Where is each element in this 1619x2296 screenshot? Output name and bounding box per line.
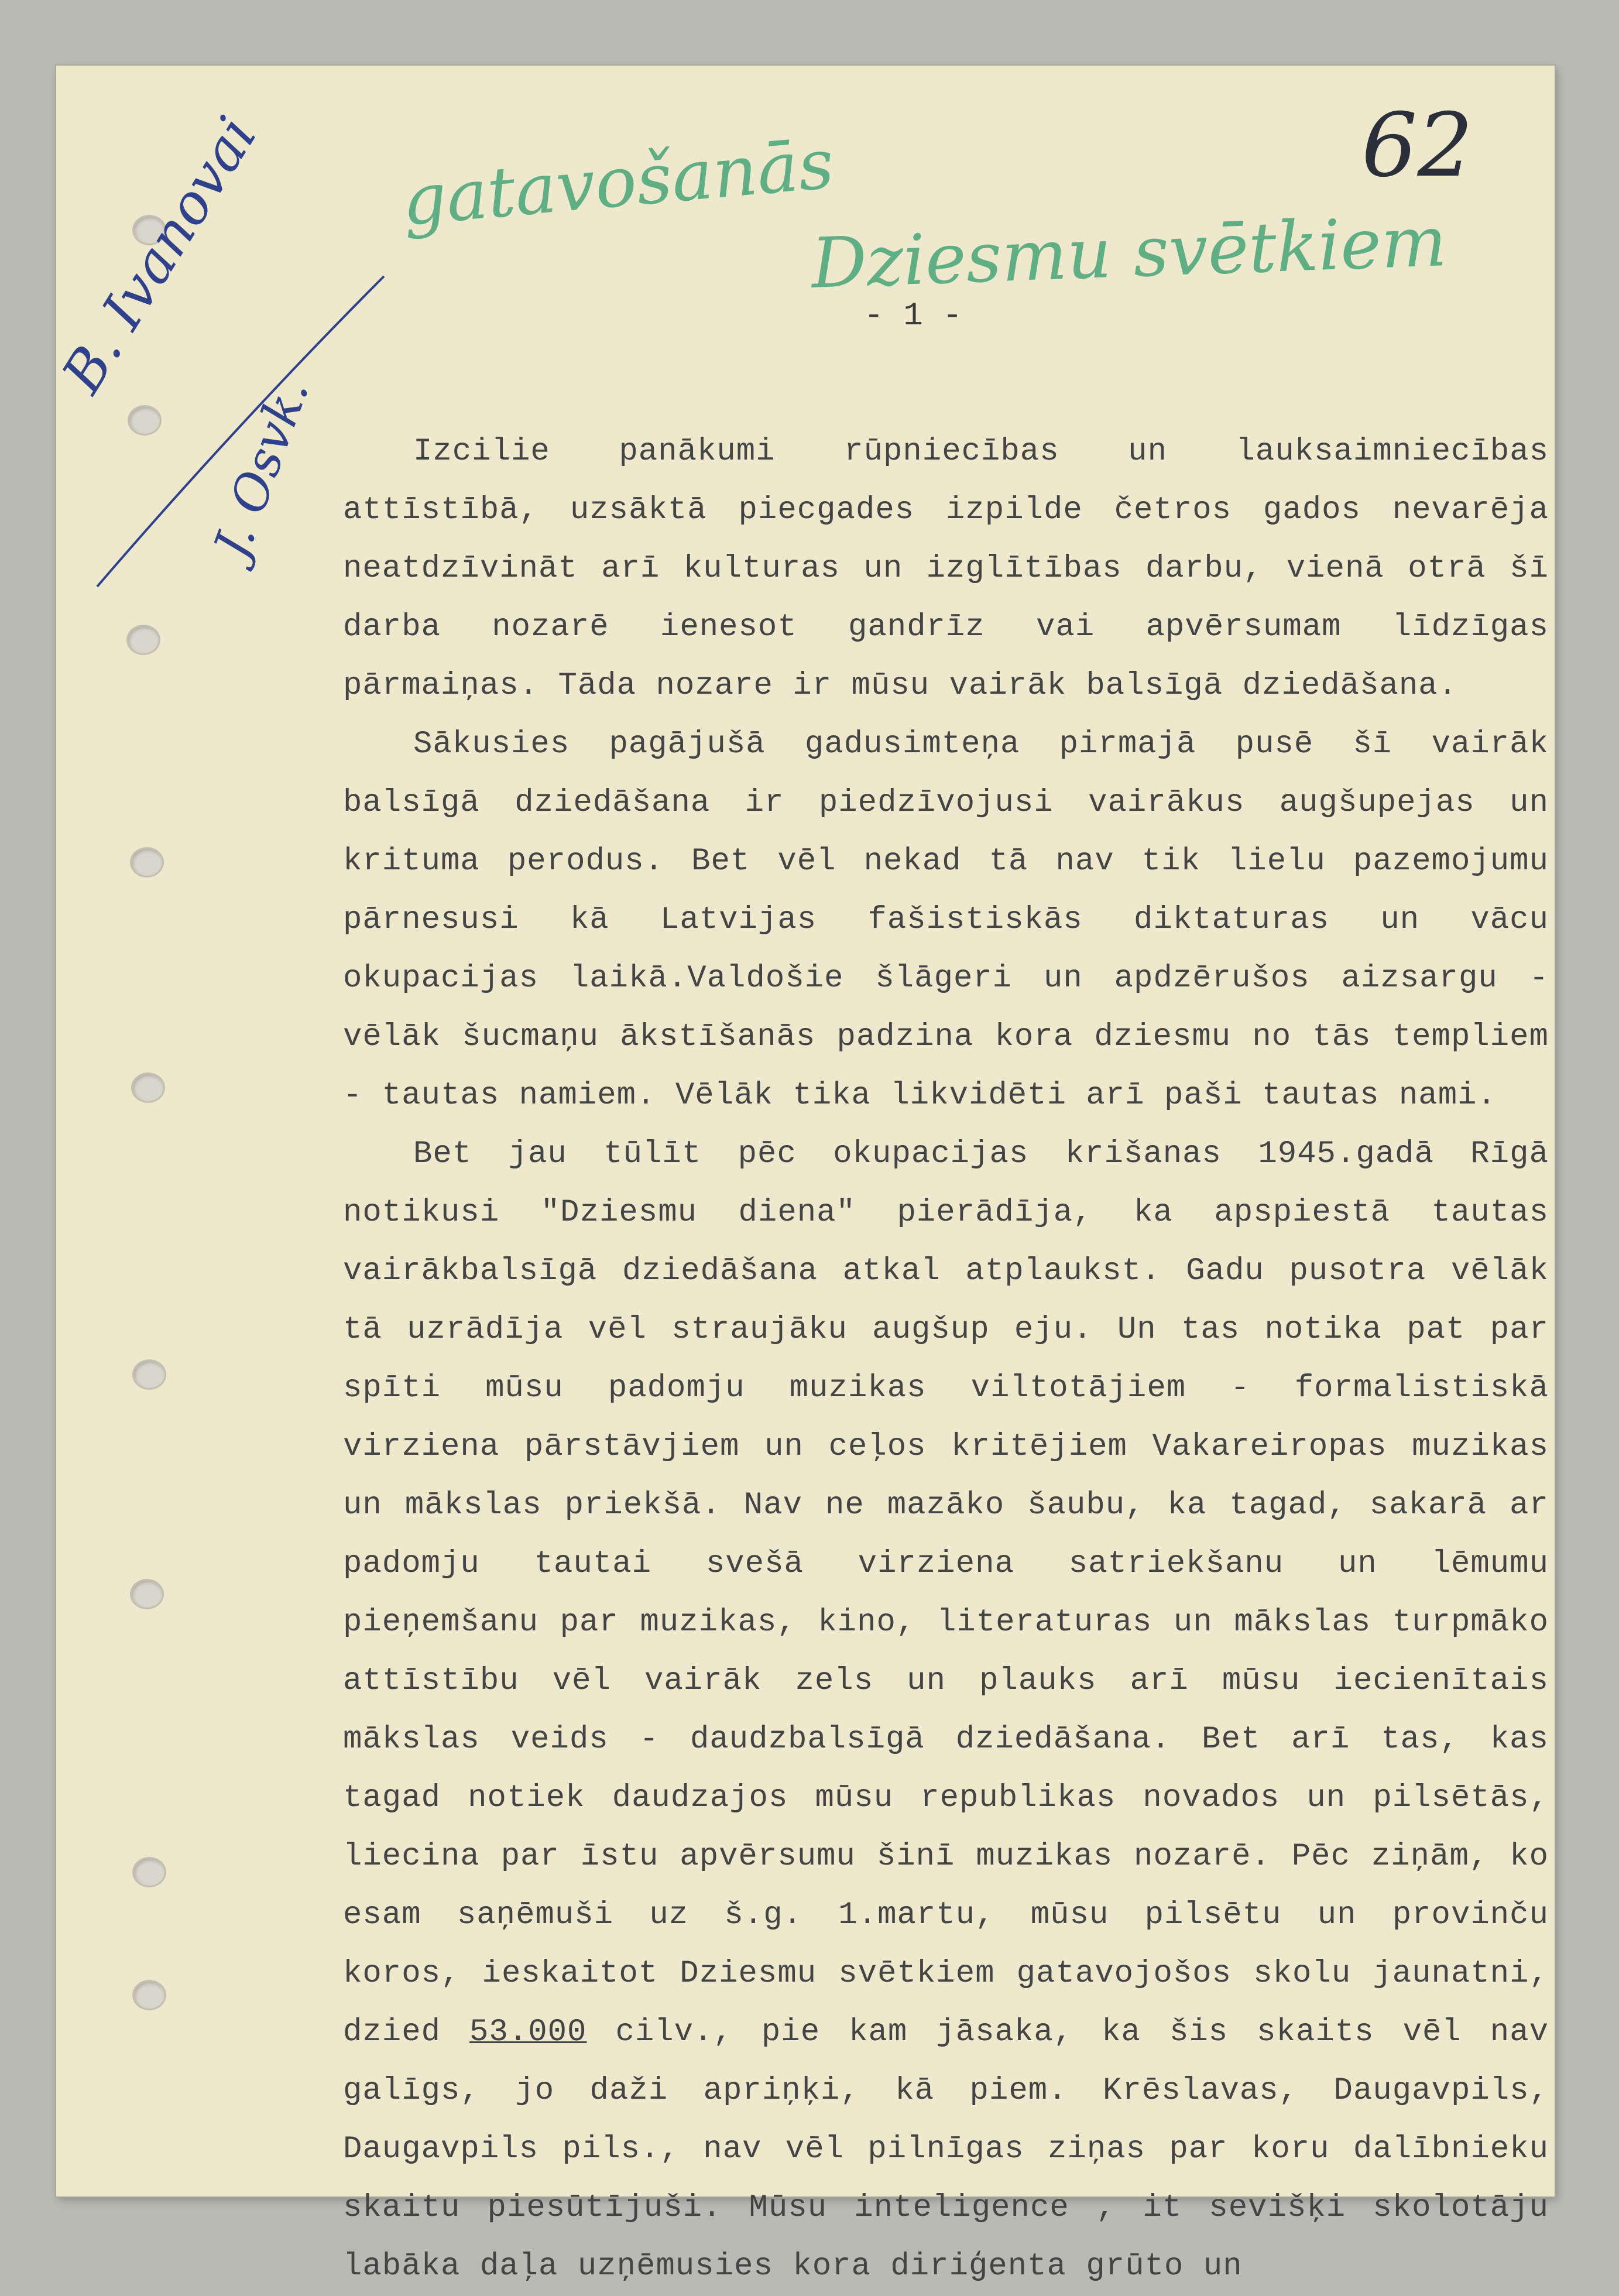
punch-hole bbox=[130, 1579, 164, 1609]
punch-hole bbox=[130, 847, 164, 878]
underlined-figure: 53.000 bbox=[469, 2014, 587, 2050]
document-page bbox=[50, 66, 1555, 2284]
green-annotation-line1: gatavošanās bbox=[399, 123, 837, 241]
green-annotation-line2: Dziesmu svētkiem bbox=[810, 201, 1448, 304]
paragraph-3 bbox=[343, 1125, 1549, 2296]
punch-hole bbox=[131, 1072, 165, 1103]
blue-annotation-name: B. Ivanovai bbox=[50, 106, 270, 404]
paragraph-2: Sākusies pagājušā gadusimteņa pirmajā pusē šī vairāk balsīgā dziedāšana ir piedzīvojusi vairākus augšupejas un krituma perodus. Bet vēl nekad tā nav tik lielu pazemojumu pārnesusi kā Latvijas fašistiskās diktaturas un vācu okupacijas laikā.Valdošie šlāgeri un apdzērušos aizsargu - vēlāk šucmaņu ākstīšanās padzina kora dziesmu no tās templiem - tautas namiem. Vēlāk tika likvidēti arī paši tautas nami. bbox=[343, 727, 1549, 1113]
body-text bbox=[343, 423, 1549, 2296]
page-number: - 1 - bbox=[864, 297, 963, 334]
paragraph-3-text: Bet jau tūlīt pēc okupacijas krišanas 1945.gadā Rīgā notikusi "Dziesmu diena" pierādīja, ka apspiestā tautas vairākbalsīgā dziedāšana atkal atplaukst. Gadu pusotra vēlāk tā uzrādīja vēl straujāku augšup eju. Un tas notika pat par spīti mūsu padomju muzikas viltotājiem - formalistiskā virziena pārstāvjiem un ceļos kritējiem Vakareiropas muzikas un mākslas priekšā. Nav ne mazāko šaubu, ka tagad, sakarā ar padomju tautai svešā virziena satriekšanu un lēmumu pieņemšanu par muzikas, kino, literaturas un mākslas turpmāko attīstību vēl vairāk zels un plauks arī mūsu iecienītais mākslas veids - daudzbalsīgā dziedāšana. Bet arī tas, kas tagad notiek daudzajos mūsu republikas novados un pilsētās, liecina par īstu apvērsumu šinī muzikas nozarē. Pēc ziņām, ko esam saņēmuši uz š.g. 1.martu, mūsu pilsētu un provinču koros, ieskaitot Dziesmu svētkiem gatavojošos skolu jaunatni, dzied bbox=[343, 1136, 1549, 2050]
folio-number: 62 bbox=[1361, 95, 1473, 197]
punch-hole bbox=[132, 1359, 166, 1390]
paragraph-3-continuation: cilv., pie kam jāsaka, ka šis skaits vēl nav galīgs, jo daži apriņķi, kā piem. Krēslavas, Daugavpils, Daugavpils pils., nav vēl pilnīgas ziņas par koru dalībnieku skaitu piesūtījuši. Mūsu inteligence , it sevišķi skolotāju labāka daļa uzņēmusies kora diriģenta grūto un bbox=[343, 2014, 1549, 2284]
blue-annotation-initials: J. Osvk. bbox=[203, 371, 320, 566]
paragraph-1: Izcilie panākumi rūpniecības un lauksaimniecības attīstībā, uzsāktā piecgades izpilde četros gados nevarēja neatdzīvināt arī kulturas un izglītības darbu, vienā otrā šī darba nozarē ienesot gandrīz vai apvērsumam līdzīgas pārmaiņas. Tāda nozare ir mūsu vairāk balsīgā dziedāšana. bbox=[343, 434, 1549, 704]
punch-hole bbox=[126, 625, 160, 655]
punch-hole bbox=[132, 1980, 166, 2010]
punch-hole bbox=[132, 1857, 166, 1887]
